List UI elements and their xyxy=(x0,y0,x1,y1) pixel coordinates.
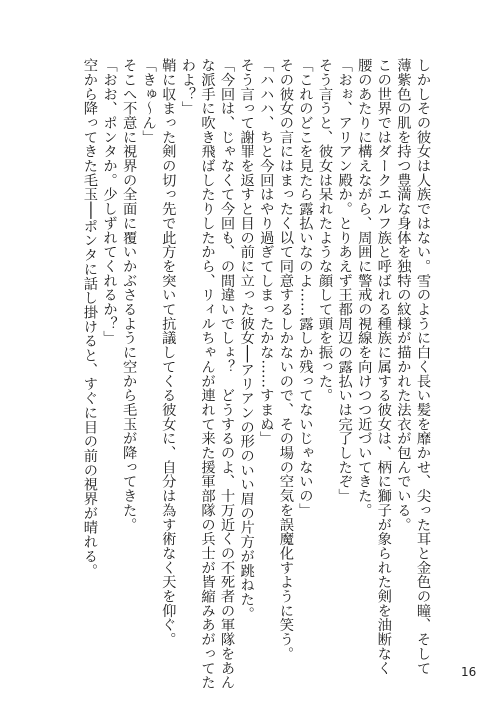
text-line-15: 「きゅ～ん」 xyxy=(140,58,157,145)
text-line-4: 腰のあたりに構えながら、周囲に警戒の視線を向けつつ近づいてきた。 xyxy=(356,58,373,518)
vertical-text-body xyxy=(62,58,432,690)
text-line-14: 鞘に収まった剣の切っ先で此方を突いて抗議してくる彼女に、自分は為す術なく天を仰ぐ。 xyxy=(160,58,177,647)
text-line-18: 空から降ってきた毛玉──ポンタに話し掛けると、すぐに目の前の視界が晴れる。 xyxy=(81,58,98,578)
text-line-2: 薄紫色の肌を持つ豊満な身体を独特の紋様が描かれた法衣が包んでいる。 xyxy=(395,58,412,532)
text-line-12: な派手に吹き飛ばしたりしたから、リィルちゃんが連れて来た援軍部隊の兵士が皆縮みあがってた xyxy=(199,58,216,690)
text-line-11: 「今回は、じゃなくて今回も、の間違いでしょ？ どうするのよ、十万近くの不死者の軍隊をあん xyxy=(219,58,236,690)
text-line-5: 「おぉ、アリアン殿か。とりあえず王都周辺の露払いは完了したぞ」 xyxy=(336,58,353,503)
text-line-10: そう言って謝罪を返すと目の前に立った彼女──アリアンの形のいい眉の片方が跳ねた。 xyxy=(238,58,255,621)
text-line-8: その彼女の言にはまったく以て同意するしかないので、その場の空気を誤魔化すように笑う。 xyxy=(277,58,294,661)
text-line-3: この世界ではダークエルフ族と呼ばれる種族に属する彼女は、柄に獅子が象られた剣を油断なく xyxy=(375,58,392,676)
text-line-9: 「ハハハ、ちと今回はやり過ぎてしまったかな……すまぬ」 xyxy=(258,58,275,446)
text-line-16: そこへ不意に視界の全面に覆いかぶさるように空から毛玉が降ってきた。 xyxy=(121,58,138,532)
text-line-1: しかしその彼女は人族ではない。雪のように白く長い髪を靡かせ、尖った耳と金色の瞳、そして xyxy=(415,58,431,676)
text-line-7: 「これのどこを見たら露払いなのよ……露しか残ってないじゃないの」 xyxy=(297,58,314,518)
text-line-17: 「おお、ポンタか。少しずれてくれるか？」 xyxy=(101,58,118,345)
text-line-13: わよ？」 xyxy=(179,58,196,116)
page-number: 16 xyxy=(461,665,477,679)
text-line-6: そう言うと、彼女は呆れたような顔して頭を振った。 xyxy=(317,58,334,403)
